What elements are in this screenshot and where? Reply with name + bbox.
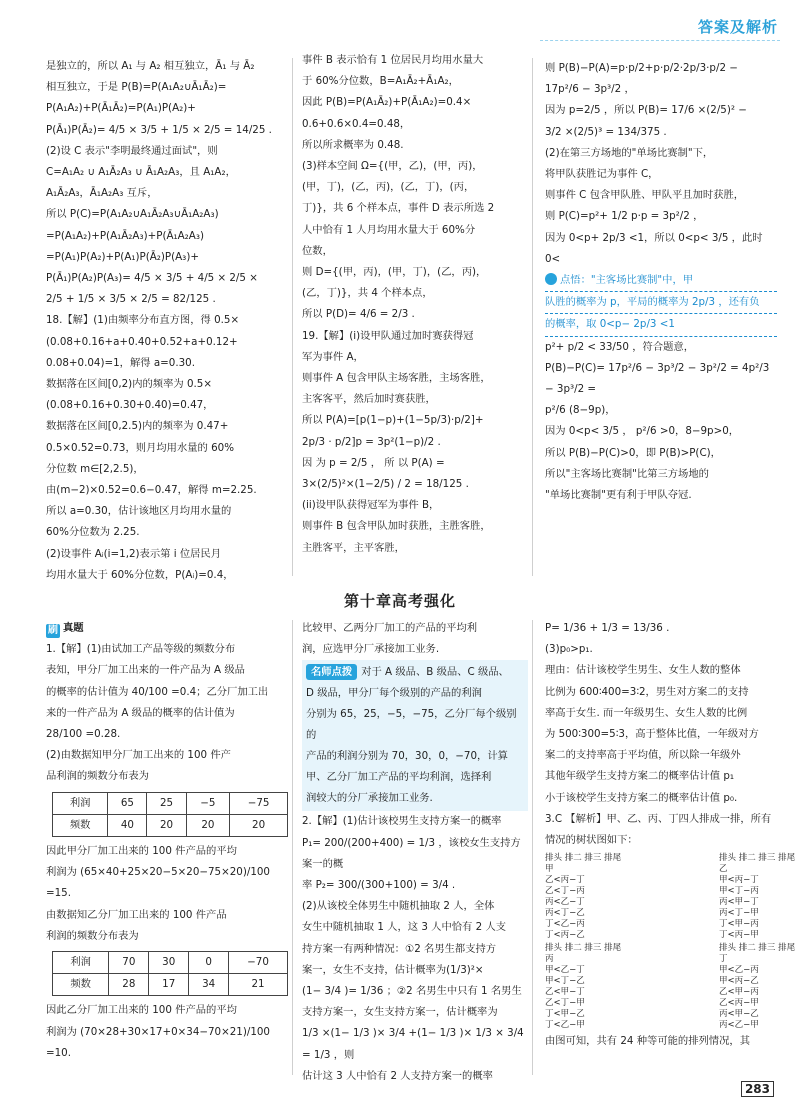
text-line: 支持方案一，女生支持方案一，估计概率为	[302, 1006, 498, 1019]
tree-branch: 乙<丙−丁	[545, 875, 585, 886]
table-cell: 利润	[53, 952, 109, 974]
text-line: =P(A₁)P(A₂)+P(A₁)P(Ā₂)P(A₃)+	[46, 250, 199, 263]
insight-text: 点悟："主客场比赛制"中，甲	[560, 274, 694, 287]
text-line: 所以 P(B)−P(C)>0，即 P(B)>P(C)，	[545, 446, 721, 459]
tree-branch: 丙<乙−丁	[545, 897, 585, 908]
table-cell: 20	[230, 814, 288, 836]
column-divider	[292, 58, 293, 576]
text-line: (甲，丁)，(乙，丙)，(乙，丁)，(丙，	[302, 181, 475, 194]
tip-line: 分别为 65，25，−5，−75，乙分厂每个级别的	[306, 708, 517, 742]
text-line: 主客客平，然后加时赛获胜，	[302, 393, 436, 406]
text-line: 因为 p=2/5 ，所以 P(B)= 17/6 ×(2/5)² −	[545, 104, 747, 117]
table-cell: 28	[109, 974, 149, 996]
tree-branch: 乙<甲−丁	[545, 987, 585, 998]
table-cell: 17	[149, 974, 189, 996]
real-exam-label: 真题	[63, 622, 84, 634]
table-cell: −75	[230, 792, 288, 814]
tree-diagram	[545, 853, 622, 941]
tree-root: 丙	[545, 954, 554, 965]
text-line: 则 D={(甲，丙)，(甲，丁)，(乙，丙)，	[302, 266, 487, 279]
table-cell: 21	[229, 974, 288, 996]
tree-root: 丁	[719, 954, 728, 965]
text-line: 则 P(B)−P(A)=p·p/2+p·p/2·2p/3·p/2 −	[545, 62, 738, 74]
text-line: 率高于女生. 而一年级男生、女生人数的比例	[545, 706, 748, 719]
text-line: 所以所求概率为 0.48.	[302, 138, 404, 151]
table-cell: 70	[109, 952, 149, 974]
tree-branch: 乙<甲−丙	[719, 987, 759, 998]
text-line: (3)p₀>p₁.	[545, 643, 593, 656]
text-line: 相互独立，于是 P(B)=P(A₁A₂∪Ā₁Ā₂)=	[46, 81, 227, 94]
text-line: 是独立的，所以 A₁ 与 A₂ 相互独立，Ā₁ 与 Ā₂	[46, 60, 255, 72]
text-line: 所以 P(C)=P(A₁A₂∪A₁Ā₂A₃∪Ā₁A₂A₃)	[46, 208, 219, 221]
teacher-tip-label: 名师点拨	[306, 664, 357, 680]
text-line: 3.C 【解析】甲、乙、丙、丁四人排成一排，所有	[545, 812, 772, 825]
text-line: 则事件 B 包含甲队加时获胜，主胜客胜，	[302, 520, 491, 533]
bottom-column-3	[545, 618, 796, 1052]
profit-table-factory-b	[52, 951, 288, 996]
text-line: 则 P(C)=p²+ 1/2 p·p = 3p²/2 ，	[545, 210, 704, 223]
bottom-column-2	[302, 618, 528, 1087]
tree-branch: 丁<乙−甲	[545, 1020, 585, 1031]
text-line: 率 P₂= 300/(300+100) = 3/4 .	[302, 879, 456, 892]
text-line: 0.6+0.6×0.4=0.48，	[302, 117, 411, 130]
text-line: 分位数 m∈[2,2.5)，	[46, 462, 144, 475]
text-line: 由(m−2)×0.52=0.6−0.47，解得 m=2.25.	[46, 484, 257, 497]
text-line: 于 60%分位数，B=A₁Ā₂+Ā₁A₂，	[302, 75, 459, 88]
text-line: (2)在第三方场地的"单场比赛制"下，	[545, 146, 714, 159]
text-line: 案二的支持率高于平均值，所以除一年级外	[545, 749, 741, 762]
tree-diagram-row-1	[545, 853, 796, 941]
bottom-column-1	[46, 618, 286, 1064]
text-line: 均用水量大于 60%分位数，P(Aᵢ)=0.4，	[46, 568, 234, 581]
text-line: 2.【解】(1)估计该校男生支持方案一的概率	[302, 815, 502, 828]
text-line: (0.08+0.16+0.30+0.40)=0.47，	[46, 399, 214, 412]
insight-note: 的概率，取 0<p− 2p/3 <1	[545, 314, 777, 336]
text-line: 军为事件 A，	[302, 350, 364, 363]
text-line: 丁)}，共 6 个样本点，事件 D 表示所选 2	[302, 202, 495, 215]
text-line: 17p²/6 − 3p³/2 ，	[545, 83, 635, 96]
text-line: 1.【解】(1)由试加工产品等级的频数分布	[46, 643, 236, 656]
tree-branch: 乙<丁−丙	[545, 886, 585, 897]
tree-diagram-row-2	[545, 943, 796, 1031]
header-divider	[540, 40, 780, 41]
text-line: 的概率的估计值为 40/100 =0.4；乙分厂加工出	[46, 685, 269, 698]
text-line: 比较甲、乙两分厂加工的产品的平均利	[302, 622, 478, 634]
question-19-start: 19.【解】(i)设甲队通过加时赛获得冠	[302, 329, 474, 342]
insight-note: 队胜的概率为 p，平局的概率为 2p/3 ，还有负	[545, 292, 777, 314]
text-line: 因 为 p = 2/5 ， 所 以 P(A) =	[302, 456, 445, 469]
text-line: 因为 0<p< 3/5 ， p²/6 >0，8−9p>0，	[545, 425, 740, 438]
text-line: 则事件 A 包含甲队主场客胜，主场客胜，	[302, 372, 491, 385]
profit-table-factory-a	[52, 792, 288, 837]
text-line: (3)样本空间 Ω={(甲，乙)，(甲，丙)，	[302, 160, 483, 173]
text-line: P= 1/36 + 1/3 = 13/36 .	[545, 622, 670, 634]
text-line: C=A₁A₂ ∪ A₁Ā₂A₃ ∪ Ā₁A₂A₃，且 A₁A₂，	[46, 166, 236, 179]
text-line: (乙，丁)}，共 4 个样本点，	[302, 287, 433, 300]
tree-branch: 甲<丙−乙	[719, 976, 759, 987]
text-line: 品利润的频数分布表为	[46, 770, 149, 783]
table-cell: 20	[186, 814, 230, 836]
tree-branch: 丁<甲−乙	[545, 1009, 585, 1020]
table-cell: 65	[108, 792, 147, 814]
text-line: 所以"主客场比赛制"比第三方场地的	[545, 467, 709, 480]
table-cell: 25	[147, 792, 186, 814]
table-cell: 40	[108, 814, 147, 836]
tree-branch: 丙<乙−甲	[719, 1020, 759, 1031]
text-line: 表知，甲分厂加工出来的一件产品为 A 级品	[46, 664, 245, 677]
tip-line: 对于 A 级品、B 级品、C 级品、	[361, 666, 509, 679]
teacher-tip-box	[302, 660, 528, 811]
text-line: P(Ā₁)P(Ā₂)= 4/5 × 3/5 + 1/5 × 2/5 = 14/25 .	[46, 123, 272, 136]
text-line: 所以 P(D)= 4/6 = 2/3 .	[302, 308, 415, 321]
tree-branch: 丙<甲−丁	[719, 897, 759, 908]
column-divider	[532, 58, 533, 576]
tree-branch: 丁<乙−丙	[545, 919, 585, 930]
text-line: A₁Ā₂A₃，Ā₁A₂A₃ 互斥，	[46, 187, 158, 200]
text-line: (2)设 C 表示"李明最终通过面试"，则	[46, 144, 218, 157]
table-row	[53, 814, 288, 836]
text-line: 小于该校学生支持方案二的概率估计值 p₀.	[545, 791, 738, 804]
text-line: 因此 P(B)=P(A₁Ā₂)+P(Ā₁A₂)=0.4×	[302, 96, 472, 109]
tree-branch: 丁<甲−丙	[719, 919, 759, 930]
tip-line: 产品的利润分别为 70，30，0，−70，计算	[306, 750, 508, 763]
table-cell: 利润	[53, 792, 108, 814]
table-cell: 20	[147, 814, 186, 836]
text-line: (2)从该校全体男生中随机抽取 2 人，全体	[302, 900, 495, 913]
tree-diagram	[719, 943, 796, 1031]
text-line: 位数，	[302, 244, 333, 257]
tree-header: 排头 排二 排三 排尾	[719, 853, 796, 864]
tree-branch: 甲<丁−乙	[545, 976, 585, 987]
text-line: 3×(2/5)²×(1−2/5) / 2 = 18/125 .	[302, 478, 469, 491]
text-line: p²+ p/2 < 33/50 ，符合题意，	[545, 340, 695, 353]
tree-branch: 丁<丙−甲	[719, 930, 759, 941]
text-line: P(Ā₁)P(A₂)P(A₃)= 4/5 × 3/5 + 4/5 × 2/5 ×	[46, 272, 258, 285]
table-cell: 30	[149, 952, 189, 974]
tree-header: 排头 排二 排三 排尾	[719, 943, 796, 954]
tree-branch: 乙<丁−甲	[545, 998, 585, 1009]
text-line: P(B)−P(C)= 17p²/6 − 3p³/2 − 3p²/2 = 4p²/3 − 3p³/2 =	[545, 361, 770, 396]
insight-note	[545, 270, 777, 292]
text-line: 所以 a=0.30，估计该地区月均用水量的	[46, 505, 232, 518]
real-exam-tag	[46, 618, 84, 639]
tree-branch: 乙<丙−甲	[719, 998, 759, 1009]
column-divider	[532, 620, 533, 1075]
text-line: (2)由数据知甲分厂加工出来的 100 件产	[46, 749, 231, 762]
page-number: 283	[741, 1081, 774, 1097]
tip-line: 甲、乙分厂加工产品的平均利润，选择利	[306, 771, 492, 784]
tip-line: D 级品，甲分厂每个级别的产品的利润	[306, 687, 482, 700]
column-divider	[292, 620, 293, 1075]
tree-branch: 甲<乙−丁	[545, 965, 585, 976]
text-line: 持方案一有两种情况：①2 名男生都支持方	[302, 942, 497, 955]
table-cell: 频数	[53, 974, 109, 996]
text-line: 润，应选甲分厂承接加工业务.	[302, 643, 440, 656]
text-line: 比例为 600∶400=3∶2，男生对方案二的支持	[545, 685, 749, 698]
text-line: 理由：估计该校学生男生、女生人数的整体	[545, 664, 741, 677]
text-line: 利润的频数分布表为	[46, 929, 139, 942]
tree-diagram	[719, 853, 796, 941]
text-line: "单场比赛制"更有利于甲队夺冠.	[545, 489, 692, 502]
exam-icon: 刷	[48, 625, 58, 636]
table-row	[53, 974, 288, 996]
text-line: (0.08+0.16+a+0.40+0.52+a+0.12+	[46, 335, 238, 348]
text-line: 0.5×0.52=0.73，则月均用水量的 60%	[46, 441, 235, 454]
text-line: 为 500∶300=5∶3，高于整体比值，一年级对方	[545, 728, 759, 741]
text-line: 估计这 3 人中恰有 2 人支持方案一的概率	[302, 1069, 493, 1082]
question-18-start: 18.【解】(1)由频率分布直方图，得 0.5×	[46, 314, 240, 327]
text-line: (2)设事件 Aᵢ(i=1,2)表示第 i 位居民月	[46, 547, 222, 560]
table-cell: 34	[189, 974, 229, 996]
text-line: p²/6 (8−9p)，	[545, 404, 616, 417]
text-line: 其他年级学生支持方案二的概率估计值 p₁	[545, 770, 734, 783]
text-line: =P(A₁A₂)+P(A₁Ā₂A₃)+P(Ā₁A₂A₃)	[46, 229, 204, 242]
text-line: P₁= 200/(200+400) = 1/3 ，该校女生支持方案一的概	[302, 836, 521, 870]
tree-branch: 甲<丁−丙	[719, 886, 759, 897]
text-line: 由数据知乙分厂加工出来的 100 件产品	[46, 908, 227, 921]
text-line: 主胜客平，主平客胜，	[302, 541, 405, 554]
top-column-3	[545, 58, 777, 506]
tree-branch: 甲<丙−丁	[719, 875, 759, 886]
text-line: 利润为 (65×40+25×20−5×20−75×20)/100 =15.	[46, 866, 270, 900]
text-line: 女生中随机抽取 1 人，这 3 人中恰有 2 人支	[302, 921, 507, 934]
text-line: 事件 B 表示恰有 1 位居民月均用水量大	[302, 54, 484, 66]
text-line: 1/3 ×(1− 1/3 )× 3/4 +(1− 1/3 )× 1/3 × 3/4 = 1/3 ，则	[302, 1027, 524, 1061]
text-line: 60%分位数为 2.25.	[46, 526, 140, 539]
tree-branch: 丙<甲−乙	[719, 1009, 759, 1020]
tip-line: 润较大的分厂承接加工业务.	[306, 792, 433, 805]
tree-header: 排头 排二 排三 排尾	[545, 943, 622, 954]
table-cell: −5	[186, 792, 230, 814]
top-column-1	[46, 56, 286, 586]
text-line: (ii)设甲队获得冠军为事件 B，	[302, 499, 440, 512]
text-line: 情况的树状图如下：	[545, 834, 638, 847]
text-line: 则事件 C 包含甲队胜、甲队平且加时获胜，	[545, 189, 745, 202]
top-column-2	[302, 50, 528, 559]
text-line: 将甲队获胜记为事件 C，	[545, 168, 659, 181]
text-line: 2p/3 · p/2]p = 3p²(1−p)/2 .	[302, 435, 441, 448]
tree-branch: 丁<丙−乙	[545, 930, 585, 941]
lightbulb-icon	[545, 273, 557, 285]
tree-branch: 丙<丁−乙	[545, 908, 585, 919]
text-line: 因此乙分厂加工出来的 100 件产品的平均	[46, 1004, 237, 1017]
text-line: 由图可知，共有 24 种等可能的排列情况，其	[545, 1035, 750, 1048]
table-cell: −70	[229, 952, 288, 974]
text-line: 0.08+0.04)=1，解得 a=0.30.	[46, 356, 195, 369]
table-row	[53, 952, 288, 974]
text-line: (1− 3/4 )= 1/36 ；②2 名男生中只有 1 名男生	[302, 985, 522, 998]
tree-header: 排头 排二 排三 排尾	[545, 853, 622, 864]
text-line: 人中恰有 1 人月均用水量大于 60%分	[302, 223, 476, 236]
table-row	[53, 792, 288, 814]
text-line: 28/100 =0.28.	[46, 728, 121, 741]
tree-branch: 甲<乙−丙	[719, 965, 759, 976]
text-line: 因为 0<p+ 2p/3 <1，所以 0<p< 3/5 ，此时 0<	[545, 231, 763, 265]
table-cell: 0	[189, 952, 229, 974]
chapter-title: 第十章高考强化	[343, 592, 456, 610]
tree-root: 甲	[545, 864, 554, 875]
tree-diagram	[545, 943, 622, 1031]
text-line: 3/2 ×(2/5)³ = 134/375 .	[545, 125, 667, 138]
text-line: 案一，女生不支持，估计概率为(1/3)²×	[302, 963, 484, 976]
text-line: 数据落在区间[0,2)内的频率为 0.5×	[46, 378, 212, 391]
tree-root: 乙	[719, 864, 728, 875]
text-line: 来的一件产品为 A 级品的概率的估计值为	[46, 706, 235, 719]
text-line: P(A₁A₂)+P(Ā₁Ā₂)=P(A₁)P(A₂)+	[46, 102, 196, 115]
header-title: 答案及解析	[697, 18, 778, 36]
text-line: 2/5 + 1/5 × 3/5 × 2/5 = 82/125 .	[46, 293, 216, 306]
tree-branch: 丙<丁−甲	[719, 908, 759, 919]
text-line: 数据落在区间[0,2.5)内的频率为 0.47+	[46, 420, 229, 433]
table-cell: 频数	[53, 814, 108, 836]
text-line: 所以 P(A)=[p(1−p)+(1−5p/3)·p/2]+	[302, 414, 484, 427]
text-line: 因此甲分厂加工出来的 100 件产品的平均	[46, 845, 237, 858]
text-line: 利润为 (70×28+30×17+0×34−70×21)/100 =10.	[46, 1025, 270, 1059]
